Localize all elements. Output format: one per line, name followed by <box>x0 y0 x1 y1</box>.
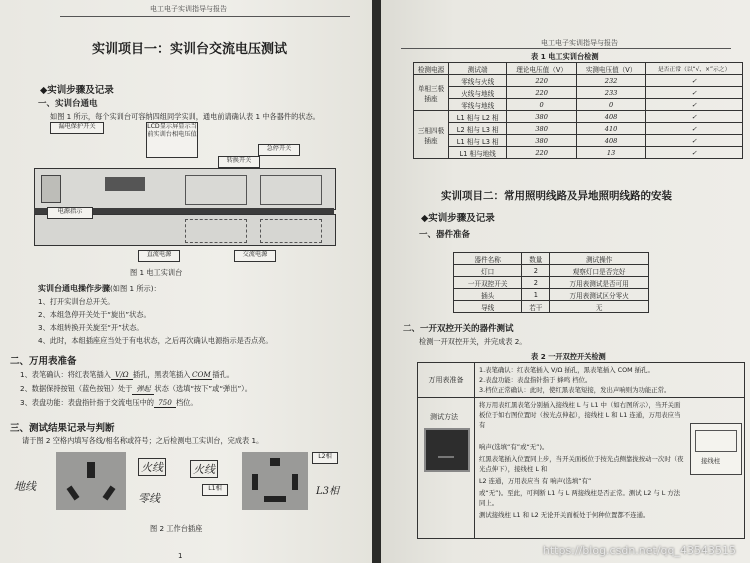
parts-header: 器件名称 <box>454 253 522 265</box>
socket-hole-left <box>67 486 80 501</box>
project2-title: 实训项目二：常用照明线路及异地照明线路的安装 <box>441 190 672 202</box>
table2-title: 表 2 一开双控开关检测 <box>531 352 606 361</box>
table2-row1-line: 1.表笔确认：红表笔插入 V/Ω 插孔，黑表笔插入 COM 插孔。 <box>479 366 654 374</box>
socket4-hole-left <box>252 474 258 490</box>
table1-cell: 火线与地线 <box>449 87 507 99</box>
meter-step-1-pre: 1、表笔确认：将红表笔插入 <box>20 370 111 379</box>
socket-group-2 <box>260 175 322 205</box>
three-pin-socket <box>56 452 126 510</box>
page-header: 电工电子实训指导与报告 <box>150 5 227 13</box>
parts-cell: 万用表测试区分零火 <box>550 289 649 301</box>
figure1-caption: 图 1 电工实训台 <box>130 268 183 277</box>
table1-cell: 380 <box>507 111 576 123</box>
lcd-display-label: LCD显示屏显示当前实训台相电压值 <box>146 122 198 158</box>
socket4-hole-right <box>292 474 298 490</box>
operation-title-suffix: (如图 1 所示)： <box>110 284 161 293</box>
table1-cell: 233 <box>576 87 645 99</box>
table1-group-three-phase: 三相四极插座 <box>414 111 449 159</box>
table-row <box>454 289 649 301</box>
operation-step-4: 4、此时，本组插座应当处于有电状态，之后再次确认电源指示是否点亮。 <box>38 336 273 345</box>
parts-cell: 导线 <box>454 301 522 313</box>
intro-text: 如图 1 所示，每个实训台可容纳四组同学实训，通电前请确认表 1 中各器件的状态。 <box>50 112 320 121</box>
section-steps-heading: ◆实训步骤及记录 <box>40 85 114 96</box>
table1-cell: L2 相与 L3 相 <box>449 123 507 135</box>
terminal-diagram <box>690 423 742 475</box>
table1-cell: 380 <box>507 123 576 135</box>
meter-step-1-mid: 插孔，黑表笔插入 <box>132 370 191 379</box>
table-row <box>454 301 649 313</box>
parts-cell: 无 <box>550 301 649 313</box>
bench-bottom-panel <box>34 208 336 246</box>
table2-method-line: 响声(选填“有”或“无”)。 <box>479 443 549 451</box>
table1-cell: L1 相与地线 <box>449 147 507 159</box>
socket-label-l1: L1相 <box>202 484 228 496</box>
table1-cell: ✓ <box>646 147 743 159</box>
subsection-test-results: 三、测试结果记录与判断 <box>10 423 115 434</box>
table-row <box>414 99 743 111</box>
right-header-rule <box>401 48 731 49</box>
switch-test-intro: 检测一开双控开关，并完成表 2。 <box>419 337 527 346</box>
operation-step-2: 2、本组急停开关处于“旋出”状态。 <box>38 310 151 319</box>
table1-cell: 408 <box>576 111 645 123</box>
table1-title: 表 1 电工实训台检测 <box>531 52 599 61</box>
table-row <box>414 75 743 87</box>
socket-figure <box>10 448 360 520</box>
table1-cell: 零线与火线 <box>449 75 507 87</box>
figure2-caption: 图 2 工作台插座 <box>150 524 203 533</box>
meter-step-3-fill: 750 <box>154 398 176 408</box>
meter-step-1-post: 插孔。 <box>212 370 234 379</box>
table1-cell: 220 <box>507 147 576 159</box>
terminal-label: 接线柱 <box>701 457 721 465</box>
table1-cell: L1 相与 L3 相 <box>449 135 507 147</box>
table1-header: 是否正常（以“√、×”示之） <box>646 63 743 75</box>
sub-switch-test: 二、一开双控开关的器件测试 <box>403 324 514 334</box>
parts-header: 数量 <box>522 253 550 265</box>
table1-cell: 零线与地线 <box>449 99 507 111</box>
meter-step-3-pre: 3、表盘功能：表盘指针指于交流电压中的 <box>20 398 154 407</box>
table1-cell: 410 <box>576 123 645 135</box>
table1-cell: 13 <box>576 147 645 159</box>
table1-cell: 0 <box>507 99 576 111</box>
ac-socket-group <box>260 219 322 243</box>
table2-row2-label-cell <box>418 398 475 538</box>
table1-cell: 232 <box>576 75 645 87</box>
leakage-switch-label: 漏电保护开关 <box>50 122 104 134</box>
operation-step-3: 3、本组转换开关旋至“开”状态。 <box>38 323 144 332</box>
table1-header: 检测电源 <box>414 63 449 75</box>
table2-method-para2: 红黑表笔插入位置同上步，当开关面板位于按光点侧靠拢按动一次时（夜光点伸下），接线柱 L 和 <box>479 455 684 473</box>
sub-parts-prep: 一、器件准备 <box>419 230 471 240</box>
table2-row1-label: 万用表准备 <box>418 363 475 398</box>
table2-method-line: L2 连通，万用表应当 有 响声(选填“有” <box>479 477 592 485</box>
parts-header-row <box>454 253 649 265</box>
table2-row1-line: 3.档位正常确认：此时，使红黑表笔短接，发出声响则为功能正常。 <box>479 386 671 394</box>
subsection-power-on: 一、实训台通电 <box>38 99 98 109</box>
power-indicator-label: 电源指示 <box>47 207 93 219</box>
socket-group-1 <box>185 175 247 205</box>
table1-header: 测试端 <box>449 63 507 75</box>
switch-indicator-icon <box>438 456 454 458</box>
parts-cell: 灯口 <box>454 265 522 277</box>
meter-step-3-mid: 档位。 <box>175 398 198 407</box>
parts-cell: 一开双控开关 <box>454 277 522 289</box>
dc-power-label: 直流电源 <box>138 250 180 262</box>
table1-cell: 220 <box>507 87 576 99</box>
right-section-steps: ◆实训步骤及记录 <box>421 213 495 224</box>
meter-step-1-fill-red: V/Ω <box>111 370 133 380</box>
left-page <box>0 0 372 563</box>
parts-cell: 若干 <box>522 301 550 313</box>
subsection-multimeter: 二、万用表准备 <box>10 356 77 367</box>
table2-method-para1: 将万用表红黑表笔分别插入接线柱 L 与 L1 中（如右图所示），当开关面板位于如右图位置时（按光点伸起），接线柱 L 和 L1 连通，万用表应当 有 <box>479 401 681 429</box>
right-page <box>381 0 750 563</box>
socket-label-ground: 地线 <box>14 480 36 493</box>
socket4-hole-top <box>270 458 280 466</box>
table1-cell: ✓ <box>646 135 743 147</box>
parts-cell: 2 <box>522 277 550 289</box>
project-title: 实训项目一：实训台交流电压测试 <box>92 42 288 57</box>
lcd-screen-icon <box>105 177 145 191</box>
table1-group-single: 单相三极插座 <box>414 75 449 111</box>
dc-socket-group <box>185 219 247 243</box>
operation-title <box>38 283 161 294</box>
right-page-header: 电工电子实训指导与报告 <box>541 39 618 47</box>
table1-cell: ✓ <box>646 111 743 123</box>
table1-cell: L1 相与 L2 相 <box>449 111 507 123</box>
table1-cell: 408 <box>576 135 645 147</box>
parts-header: 测试操作 <box>550 253 649 265</box>
table-row <box>454 277 649 289</box>
meter-step-1-fill-black: COM <box>191 370 211 379</box>
terminal-block-icon <box>695 430 737 452</box>
bench-top-panel <box>34 168 336 210</box>
parts-table <box>453 252 649 313</box>
table1-bench-check <box>413 62 743 159</box>
table1-cell: 0 <box>576 99 645 111</box>
parts-cell: 1 <box>522 289 550 301</box>
table2-row2-label: 测试方法 <box>430 413 458 421</box>
table1-cell: ✓ <box>646 123 743 135</box>
header-rule <box>60 16 350 17</box>
meter-step-2 <box>20 384 252 395</box>
table2-switch-check <box>417 362 745 539</box>
ac-power-label: 交流电源 <box>234 250 276 262</box>
parts-cell: 插头 <box>454 289 522 301</box>
switch-panel-photo <box>424 428 470 472</box>
meter-step-2-pre: 2、数据保持按钮（蓝色按钮）处于 <box>20 384 133 393</box>
table1-cell: ✓ <box>646 75 743 87</box>
parts-cell: 2 <box>522 265 550 277</box>
table2-row2-content <box>475 398 687 538</box>
table1-cell: ✓ <box>646 99 743 111</box>
socket-hole-right <box>103 486 116 501</box>
table1-cell: 220 <box>507 75 576 87</box>
operation-step-1: 1、打开实训台总开关。 <box>38 297 115 306</box>
changeover-switch-label: 转换开关 <box>218 156 260 168</box>
table-row <box>414 123 743 135</box>
socket-hole-top <box>87 462 95 478</box>
table-row <box>414 135 743 147</box>
meter-step-3 <box>20 398 198 408</box>
socket-label-l2: L2相 <box>312 452 338 464</box>
socket4-hole-bottom <box>264 496 286 502</box>
table-row <box>414 147 743 159</box>
test-intro-text: 请于图 2 空格内填写各线/相名称或符号；之后检测电工实训台，完成表 1。 <box>22 436 264 445</box>
table-row <box>414 111 743 123</box>
table1-header: 理论电压值（V） <box>507 63 576 75</box>
emergency-switch-label: 急停开关 <box>258 144 300 156</box>
meter-step-1 <box>20 370 234 380</box>
table2-row1-content <box>475 363 744 398</box>
socket-label-l3: L3相 <box>316 486 340 497</box>
table2-row1-line: 2.表盘功能：表盘指针指于 蜂鸣 档位。 <box>479 376 592 384</box>
table1-header-row <box>414 63 743 75</box>
table-row <box>414 87 743 99</box>
parts-cell: 万用表测试是否可用 <box>550 277 649 289</box>
table2-method-para4: 测试接线柱 L1 和 L2 无论开关面板处于何种位置都不连通。 <box>479 511 650 519</box>
socket-label-fire: 火线 <box>138 458 166 476</box>
socket-label-fire-2: 火线 <box>190 460 218 478</box>
breaker-icon <box>41 175 61 203</box>
operation-title-bold: 实训台通电操作步骤 <box>38 284 110 293</box>
left-page-number: 1 <box>178 552 183 560</box>
bench-diagram <box>34 122 364 267</box>
table-row <box>454 265 649 277</box>
meter-step-2-fill: 弹起 <box>132 384 154 395</box>
table1-cell: 380 <box>507 135 576 147</box>
watermark: https://blog.csdn.net/qq_43543515 <box>542 544 736 557</box>
parts-cell: 观察灯口是否完好 <box>550 265 649 277</box>
table1-cell: ✓ <box>646 87 743 99</box>
meter-step-2-mid: 状态（选填“按下”或“弹出”）。 <box>154 384 252 393</box>
socket-label-zero: 零线 <box>138 492 160 505</box>
table1-header: 实测电压值（V） <box>576 63 645 75</box>
four-pin-socket <box>242 452 308 510</box>
table2-method-para3: 或“无”)。至此，可判断 L1 与 L 两接线柱是否正常。测试 L2 与 L 方法同上。 <box>479 489 681 507</box>
